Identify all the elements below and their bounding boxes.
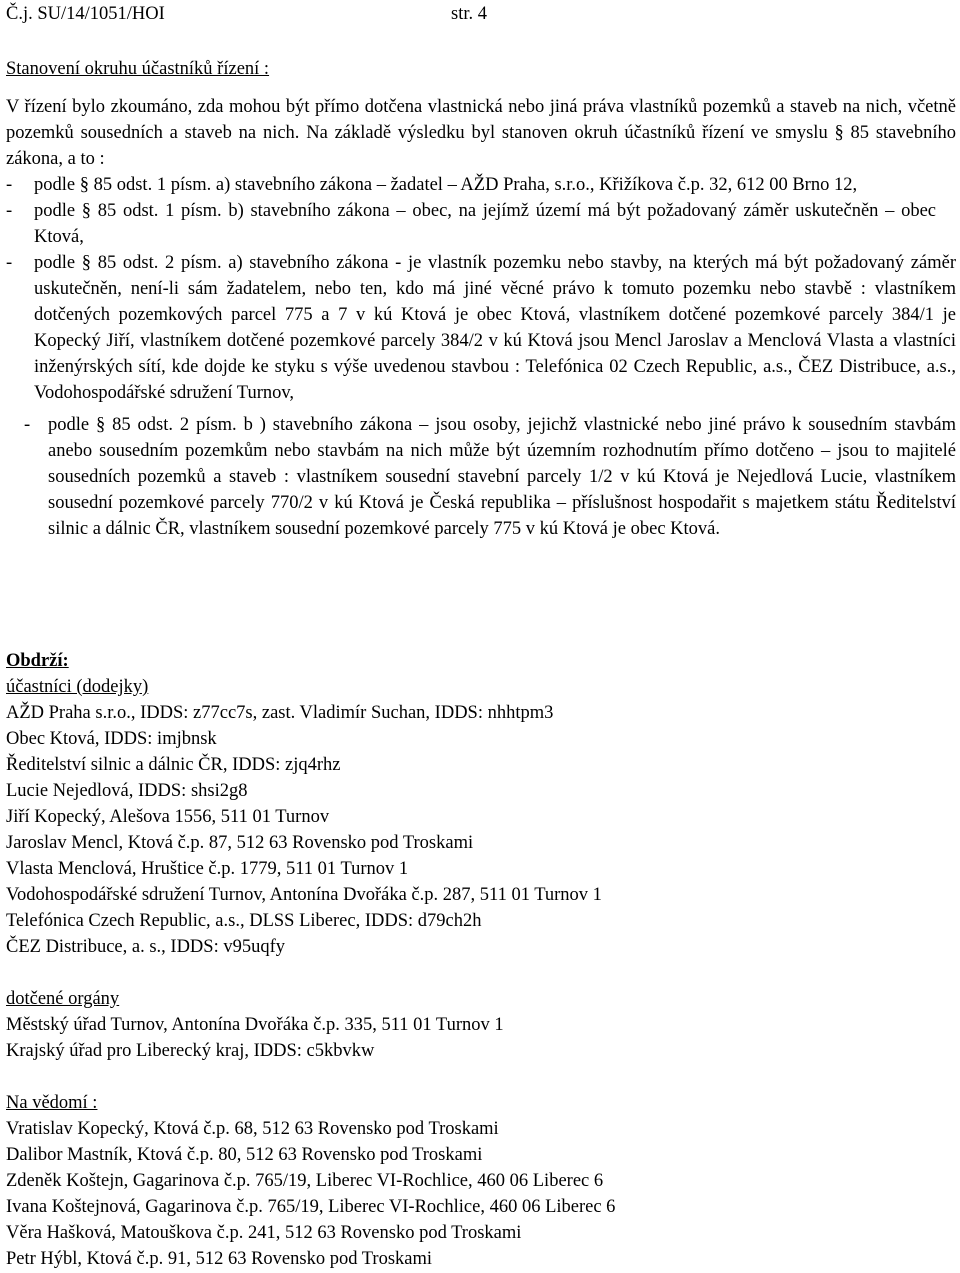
intro-paragraph: V řízení bylo zkoumáno, zda mohou být přímo dotčena vlastnická nebo jiná práva vlastníků pozemků a staveb na nich, včetně pozemků sousedních a staveb na nich. Na základě výsledku byl stanoven okruh účastníků řízení ve smyslu § 85 stavebního zákona, a to :: [6, 97, 956, 169]
page-header: [6, 4, 956, 25]
list-item: Jiří Kopecký, Alešova 1556, 511 01 Turnov: [6, 807, 330, 827]
list-item: Krajský úřad pro Liberecký kraj, IDDS: c5kbvkw: [6, 1041, 375, 1061]
list-item: Vodohospodářské sdružení Turnov, Antonína Dvořáka č.p. 287, 511 01 Turnov 1: [6, 885, 602, 905]
info-label: Na vědomí :: [6, 1093, 98, 1113]
document-reference: Č.j. SU/14/1051/HOI: [6, 4, 165, 24]
list-item: Petr Hýbl, Ktová č.p. 91, 512 63 Rovensko pod Troskami: [6, 1249, 433, 1269]
participants-list: [6, 700, 956, 960]
participants-label: účastníci (dodejky): [6, 677, 149, 697]
list-item: [6, 250, 956, 406]
list-item-text: podle § 85 odst. 2 písm. a) stavebního zákona - je vlastník pozemku nebo stavby, na kterých má být požadovaný záměr uskutečněn, není-li sám žadatelem, nebo ten, kdo má jiné věcné právo k tomuto pozemku nebo stavbě : vlastníkem dotčených pozemkových parcel 775 a 7 v kú Ktová je obec Ktová, vlastníkem dotčené pozemkové parcely 384/1 je Kopecký Jiří, vlastníkem dotčené pozemkové parcely 384/2 v kú Ktová jsou Mencl Jaroslav a Menclová Vlasta a vlastníci inženýrských sítí, kde dojde ke styku s výše uvedenou stavbou : Telefónica 02 Czech Republic, a.s., ČEZ Distribuce, a.s., Vodohospodářské sdružení Turnov,: [34, 253, 956, 403]
authorities-label: dotčené orgány: [6, 989, 120, 1009]
list-item: [6, 172, 956, 198]
document-body: [6, 56, 956, 542]
list-dash: -: [6, 201, 13, 221]
list-item: Zdeněk Koštejn, Gagarinova č.p. 765/19, Liberec VI-Rochlice, 460 06 Liberec 6: [6, 1171, 604, 1191]
list-dash: -: [6, 175, 13, 195]
section-title: Stanovení okruhu účastníků řízení :: [6, 59, 270, 79]
list-item: Obec Ktová, IDDS: imjbnsk: [6, 729, 217, 749]
list-item: Věra Hašková, Matouškova č.p. 241, 512 63 Rovensko pod Troskami: [6, 1223, 522, 1243]
list-item: Jaroslav Mencl, Ktová č.p. 87, 512 63 Rovensko pod Troskami: [6, 833, 474, 853]
list-dash: -: [24, 415, 31, 435]
authorities-list: [6, 1012, 956, 1064]
list-item-text: podle § 85 odst. 1 písm. b) stavebního zákona – obec, na jejímž území má být požadovaný záměr uskutečněn – obec Ktová,: [34, 201, 936, 247]
list-item-text: podle § 85 odst. 2 písm. b ) stavebního zákona – jsou osoby, jejichž vlastnické nebo jiné právo k sousedním stavbám anebo sousedním pozemkům nebo stavbám na nich může být územním rozhodnutím přímo dotčeno – jsou to majitelé sousedních pozemků a staveb : vlastníkem sousední stavební parcely 1/2 v kú Ktová je Nejedlová Lucie, vlastníkem sousední pozemkové parcely 770/2 v kú Ktová je Česká republika – příslušnost hospodařit s majetkem státu Ředitelství silnic a dálnic ČR, vlastníkem sousední pozemkové parcely 775 v kú Ktová je obec Ktová.: [48, 415, 956, 539]
list-item: Ivana Koštejnová, Gagarinova č.p. 765/19, Liberec VI-Rochlice, 460 06 Liberec 6: [6, 1197, 616, 1217]
list-item: [6, 412, 956, 542]
list-dash: -: [6, 253, 13, 273]
list-item: Lucie Nejedlová, IDDS: shsi2g8: [6, 781, 248, 801]
list-item: Městský úřad Turnov, Antonína Dvořáka č.p. 335, 511 01 Turnov 1: [6, 1015, 504, 1035]
info-list: [6, 1116, 956, 1272]
list-item: Ředitelství silnic a dálnic ČR, IDDS: zjq4rhz: [6, 755, 341, 775]
recipients-section: [6, 648, 956, 1272]
list-item: Vlasta Menclová, Hruštice č.p. 1779, 511 01 Turnov 1: [6, 859, 409, 879]
page-number: str. 4: [451, 4, 487, 24]
list-item: ČEZ Distribuce, a. s., IDDS: v95uqfy: [6, 937, 286, 957]
list-item: [6, 198, 956, 250]
list-item: Dalibor Mastník, Ktová č.p. 80, 512 63 Rovensko pod Troskami: [6, 1145, 483, 1165]
list-item-text: podle § 85 odst. 1 písm. a) stavebního zákona – žadatel – AŽD Praha, s.r.o., Křižíkova č.p. 32, 612 00 Brno 12,: [34, 175, 858, 195]
list-item: Telefónica Czech Republic, a.s., DLSS Liberec, IDDS: d79ch2h: [6, 911, 482, 931]
list-item: AŽD Praha s.r.o., IDDS: z77cc7s, zast. Vladimír Suchan, IDDS: nhhtpm3: [6, 703, 554, 723]
list-item: Vratislav Kopecký, Ktová č.p. 68, 512 63 Rovensko pod Troskami: [6, 1119, 499, 1139]
recipients-title: Obdrží:: [6, 651, 69, 671]
